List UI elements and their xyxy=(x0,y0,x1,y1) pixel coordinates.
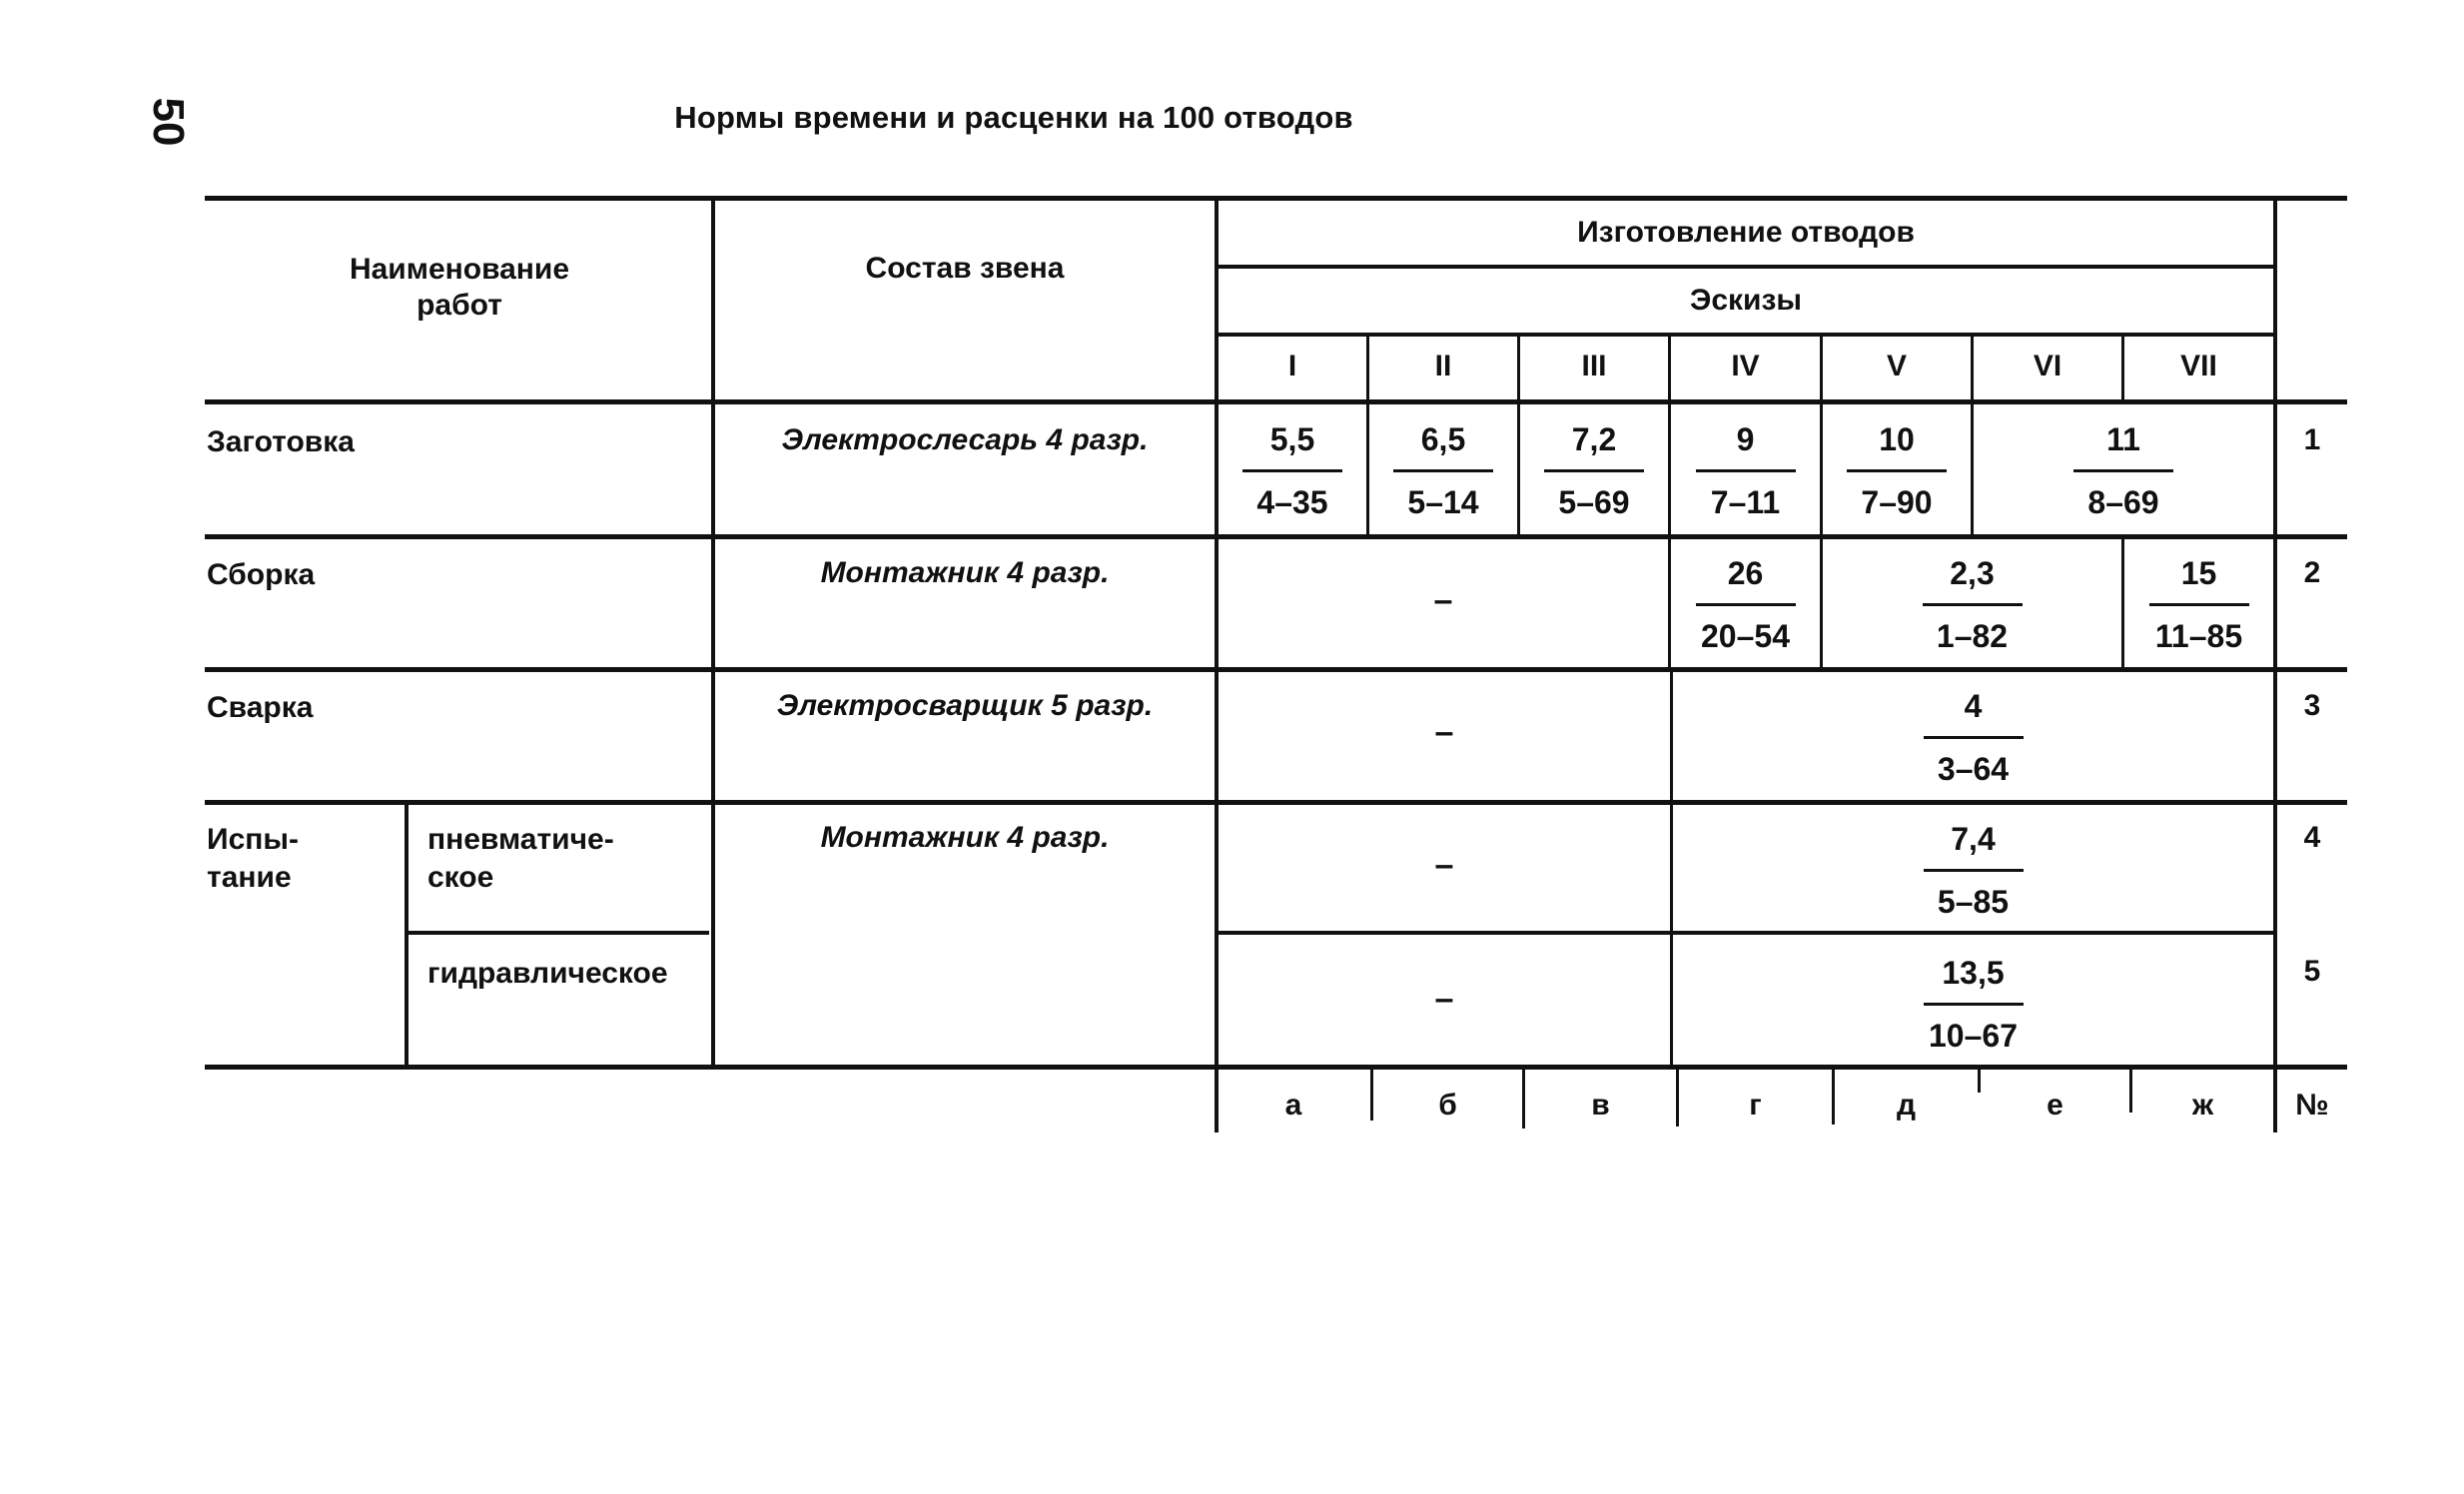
row-rule-3 xyxy=(205,800,2347,805)
page-number: 50 xyxy=(144,97,193,147)
row-rule-4b xyxy=(1217,931,2277,935)
row3-cell: 4 3–64 xyxy=(1673,684,2273,791)
row5-number: 5 xyxy=(2303,955,2321,988)
row4-work: пневматиче- ское xyxy=(427,823,614,894)
sketch-col-1: I xyxy=(1287,350,1297,382)
row5-cell: 13,5 10–67 xyxy=(1673,951,2273,1058)
row2-work: Сборка xyxy=(207,558,316,591)
row-rule-4a xyxy=(405,931,709,935)
page-title: Нормы времени и расценки на 100 отводов xyxy=(674,100,1353,135)
header-sketches: Эскизы xyxy=(1689,284,1803,317)
footer-letter-v: в xyxy=(1591,1089,1610,1121)
footer-letter-g: г xyxy=(1749,1089,1762,1121)
row2-crew: Монтажник 4 разр. xyxy=(820,556,1110,589)
row1-cell-4: 9 7–11 xyxy=(1671,417,1820,524)
row2-dash: – xyxy=(1433,581,1453,619)
header-rule-production xyxy=(1217,265,2275,269)
row2-cell-1: 26 20–54 xyxy=(1671,551,1820,658)
sketch-col-5: V xyxy=(1886,350,1907,382)
footer-letter-a: а xyxy=(1284,1089,1302,1121)
row5-dash: – xyxy=(1434,980,1454,1018)
row1-work: Заготовка xyxy=(207,425,355,458)
row1-crew: Электрослесарь 4 разр. xyxy=(781,423,1149,456)
row1-cell-1: 5,5 4–35 xyxy=(1219,417,1366,524)
sketch-col-7: VII xyxy=(2180,350,2217,382)
row3-crew: Электросварщик 5 разр. xyxy=(776,689,1154,722)
header-production: Изготовление отводов xyxy=(1577,216,1915,249)
sketch-col-6: VI xyxy=(2033,350,2062,382)
row4-work-group: Испы- тание xyxy=(207,823,299,894)
row1-cell-2: 6,5 5–14 xyxy=(1369,417,1517,524)
footer-letter-d: д xyxy=(1896,1089,1917,1121)
table-top-rule xyxy=(205,196,2347,201)
row4-number: 4 xyxy=(2303,821,2321,854)
footer-letter-e: е xyxy=(2047,1089,2063,1121)
header-bottom-rule xyxy=(205,399,2347,404)
row3-number: 3 xyxy=(2303,689,2321,722)
col-rule-values xyxy=(2273,198,2277,1132)
table-bottom-rule xyxy=(205,1065,2347,1070)
header-rule-sketches xyxy=(1217,333,2275,337)
row4-cell: 7,4 5–85 xyxy=(1673,817,2273,924)
row3-dash: – xyxy=(1434,713,1454,751)
row1-cell-3: 7,2 5–69 xyxy=(1520,417,1668,524)
row-rule-1 xyxy=(205,534,2347,539)
header-crew: Состав звена xyxy=(865,252,1065,285)
col-rule-test xyxy=(405,802,409,1067)
header-work-name: Наименование работ xyxy=(349,253,570,322)
footer-letter-b: б xyxy=(1438,1089,1457,1121)
sketch-col-2: II xyxy=(1434,350,1452,382)
footer-number-sign: № xyxy=(2295,1089,2329,1121)
row5-work: гидравлическое xyxy=(427,957,668,990)
col-rule-work xyxy=(711,198,715,1067)
row-rule-2 xyxy=(205,667,2347,672)
row4-dash: – xyxy=(1434,846,1454,884)
row1-cell-5: 10 7–90 xyxy=(1823,417,1971,524)
row2-number: 2 xyxy=(2303,556,2321,589)
sketch-col-4: IV xyxy=(1731,350,1760,382)
row1-number: 1 xyxy=(2303,423,2321,456)
row2-cell-3: 15 11–85 xyxy=(2124,551,2273,658)
row3-work: Сварка xyxy=(207,691,314,724)
row1-cell-6: 11 8–69 xyxy=(1974,417,2273,524)
row4-crew: Монтажник 4 разр. xyxy=(820,821,1110,854)
row2-cell-2: 2,3 1–82 xyxy=(1823,551,2121,658)
sketch-col-3: III xyxy=(1581,350,1607,382)
footer-letter-zh: ж xyxy=(2191,1089,2214,1121)
